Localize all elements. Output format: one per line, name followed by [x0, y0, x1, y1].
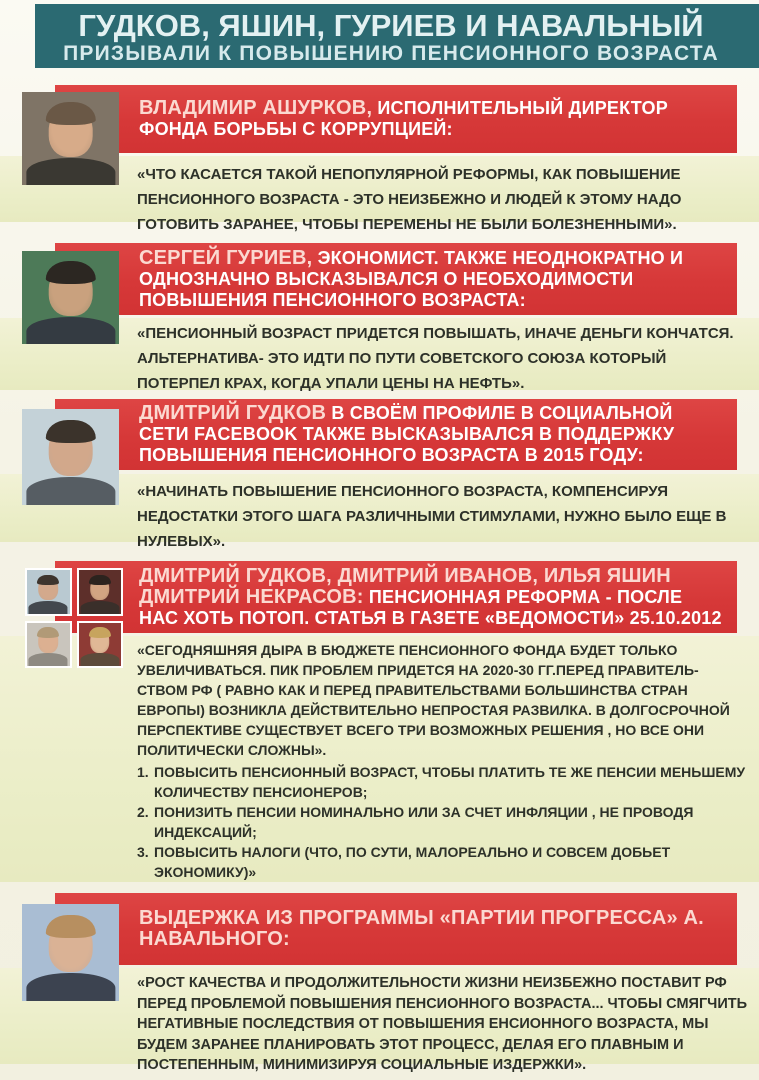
- portrait-art: [26, 973, 115, 1001]
- quote-gudkov: «НАЧИНАТЬ ПОВЫШЕНИЕ ПЕНСИОННОГО ВОЗРАСТА, КОМПЕНСИРУЯ НЕДОСТАТКИ ЭТОГО ШАГА РАЗЛИЧНЫМИ СТИМУЛАМИ, НУЖНО БЫЛО ЕЩЕ В НУЛЕВЫХ».: [137, 483, 727, 550]
- list-item: [137, 842, 749, 882]
- section-heading: [139, 908, 725, 950]
- section-banner-guriev: [55, 243, 737, 315]
- quote-navalny: «РОСТ КАЧЕСТВА И ПРОДОЛЖИТЕЛЬНОСТИ ЖИЗНИ НЕИЗБЕЖНО ПОСТАВИТ РФ ПЕРЕД ПРОБЛЕМОЙ ПОВЫШЕНИЯ ПЕНСИОННОГО ВОЗРАСТА... ЧТОБЫ СМЯГЧИТЬ НЕГАТИВНЫЕ ПОСЛЕДСТВИЯ ОТ ПОВЫШЕНИЯ ЕНСИОННОГО ВОЗРАСТА, МЫ БУДЕМ ЗАРАНЕЕ ПЛАНИРОВАТЬ ЭТОТ ПРОЦЕСС, ДЕЛАЯ ЕГО ПЛАВНЫМ И ПОСТЕПЕННЫМ, МИНИМИЗИРУЯ СОЦИАЛЬНЫЕ ИЗДЕРЖКИ».: [137, 975, 748, 1073]
- navalny-portrait: [22, 904, 119, 1001]
- options-list: [137, 762, 749, 882]
- person-name: ВЛАДИМИР АШУРКОВ,: [139, 97, 373, 119]
- portrait-art: [26, 317, 115, 344]
- portrait-art: [37, 575, 59, 585]
- ashurkov-portrait: [22, 92, 119, 185]
- header-banner: [35, 4, 759, 68]
- section-banner-vedomosti-article: [55, 561, 737, 633]
- gudkov-small-portrait: [25, 568, 72, 616]
- portrait-art: [45, 420, 95, 443]
- list-item-number: 1.: [137, 764, 149, 780]
- portrait-art: [45, 102, 95, 124]
- list-item-number: 3.: [137, 844, 149, 860]
- list-item-number: 2.: [137, 804, 149, 820]
- quote-ashurkov: «ЧТО КАСАЕТСЯ ТАКОЙ НЕПОПУЛЯРНОЙ РЕФОРМЫ, КАК ПОВЫШЕНИЕ ПЕНСИОННОГО ВОЗРАСТА - ЭТО НЕИЗБЕЖНО И ЛЮДЕЙ К ЭТОМУ НАДО ГОТОВИТЬ ЗАРАНЕЕ, ЧТОБЫ ПЕРЕМЕНЫ НЕ БЫЛИ БОЛЕЗНЕННЫМИ».: [137, 166, 682, 233]
- person-description: В СВОЁМ ПРОФИЛЕ В СОЦИАЛЬНОЙ СЕТИ FACEBOOK ТАКЖЕ ВЫСКАЗЫВАЛСЯ В ПОДДЕРЖКУ ПОВЫШЕНИЯ ПЕНСИОННОГО ВОЗРАСТА В 2015 ГОДУ:: [139, 403, 675, 465]
- person-name: СЕРГЕЙ ГУРИЕВ,: [139, 246, 313, 269]
- quote-vedomosti-article: [137, 640, 749, 882]
- four-politicians-photos: [25, 568, 123, 668]
- portrait-art: [26, 477, 115, 505]
- portrait-art: [80, 653, 119, 667]
- quote-text: «СЕГОДНЯШНЯЯ ДЫРА В БЮДЖЕТЕ ПЕНСИОННОГО ФОНДА БУДЕТ ТОЛЬКО УВЕЛИЧИВАТЬСЯ. ПИК ПРОБЛЕМ ПРИДЕТСЯ НА 2020-30 ГГ.ПЕРЕД ПРАВИТЕЛЬ-СТВОМ РФ ( РАВНО КАК И ПЕРЕД ПРАВИТЕЛЬСТВАМИ БОЛЬШИНСТВА СТРАН ЕВРОПЫ) ВОЗНИКЛА ДЕЙСТВИТЕЛЬНО НЕПРОСТАЯ РАЗВИЛКА. В ДОЛГОСРОЧНОЙ ПЕРСПЕКТИВЕ СУЩЕСТВУЕТ ВСЕГО ТРИ ВОЗМОЖНЫХ РЕШЕНИЯ , НО ВСЕ ОНИ ПОЛИТИЧЕСКИ СЛОЖНЫ».: [137, 642, 730, 758]
- portrait-art: [29, 601, 68, 615]
- list-item-text: ПОНИЗИТЬ ПЕНСИИ НОМИНАЛЬНО ИЛИ ЗА СЧЕТ ИНФЛЯЦИИ , НЕ ПРОВОДЯ ИНДЕКСАЦИЙ;: [154, 804, 694, 840]
- portrait-art: [26, 158, 115, 185]
- portrait-art: [89, 627, 111, 637]
- section-heading: [139, 403, 725, 466]
- section-banner-gudkov: [55, 399, 737, 470]
- poster-subtitle: ПРИЗЫВАЛИ К ПОВЫШЕНИЮ ПЕНСИОННОГО ВОЗРАСТА: [63, 41, 719, 65]
- section-heading: [139, 98, 725, 140]
- person-description: ПЕНСИОННАЯ РЕФОРМА - ПОСЛЕ НАС ХОТЬ ПОТОП. СТАТЬЯ В ГАЗЕТЕ «ВЕДОМОСТИ» 25.10.2012: [139, 586, 722, 628]
- portrait-art: [37, 627, 59, 637]
- nekrasov-small-portrait: [77, 621, 124, 669]
- yashin-small-portrait: [77, 568, 124, 616]
- list-item-text: ПОВЫСИТЬ НАЛОГИ (ЧТО, ПО СУТИ, МАЛОРЕАЛЬНО И СОВСЕМ ДОБЬЕТ ЭКОНОМИКУ)»: [154, 844, 671, 880]
- person-description: ЭКОНОМИСТ. ТАКЖЕ НЕОДНОКРАТНО И ОДНОЗНАЧНО ВЫСКАЗЫВАЛСЯ О НЕОБХОДИМОСТИ ПОВЫШЕНИЯ ПЕНСИОННОГО ВОЗРАСТА:: [139, 247, 684, 310]
- portrait-art: [45, 261, 95, 283]
- gudkov-portrait: [22, 409, 119, 505]
- portrait-art: [45, 915, 95, 938]
- list-item: [137, 762, 749, 802]
- guriev-portrait: [22, 251, 119, 344]
- portrait-art: [89, 575, 111, 585]
- section-banner-ashurkov: [55, 85, 737, 153]
- person-name: ДМИТРИЙ ГУДКОВ: [139, 402, 327, 424]
- list-item-text: ПОВЫСИТЬ ПЕНСИОННЫЙ ВОЗРАСТ, ЧТОБЫ ПЛАТИТЬ ТЕ ЖЕ ПЕНСИИ МЕНЬШЕМУ КОЛИЧЕСТВУ ПЕНСИОНЕРОВ;: [154, 764, 746, 800]
- person-description: ИСПОЛНИТЕЛЬНЫЙ ДИРЕКТОР ФОНДА БОРЬБЫ С КОРРУПЦИЕЙ:: [139, 98, 668, 139]
- person-name: ВЫДЕРЖКА ИЗ ПРОГРАММЫ «ПАРТИИ ПРОГРЕССА» А. НАВАЛЬНОГО:: [139, 907, 704, 950]
- portrait-art: [29, 653, 68, 667]
- poster-title: ГУДКОВ, ЯШИН, ГУРИЕВ И НАВАЛЬНЫЙ: [78, 7, 704, 43]
- portrait-art: [80, 601, 119, 615]
- person-name: ДМИТРИЙ ГУДКОВ, ДМИТРИЙ ИВАНОВ, ИЛЬЯ ЯШИН ДМИТРИЙ НЕКРАСОВ:: [139, 564, 671, 608]
- ivanov-small-portrait: [25, 621, 72, 669]
- section-heading: [139, 566, 725, 629]
- quote-guriev: «ПЕНСИОННЫЙ ВОЗРАСТ ПРИДЕТСЯ ПОВЫШАТЬ, ИНАЧЕ ДЕНЬГИ КОНЧАТСЯ. АЛЬТЕРНАТИВА- ЭТО ИДТИ ПО ПУТИ СОВЕТСКОГО СОЮЗА КОТОРЫЙ ПОТЕРПЕЛ КРАХ, КОГДА УПАЛИ ЦЕНЫ НА НЕФТЬ».: [137, 325, 734, 392]
- section-heading: [139, 248, 725, 311]
- list-item: [137, 802, 749, 842]
- section-banner-navalny: [55, 893, 737, 965]
